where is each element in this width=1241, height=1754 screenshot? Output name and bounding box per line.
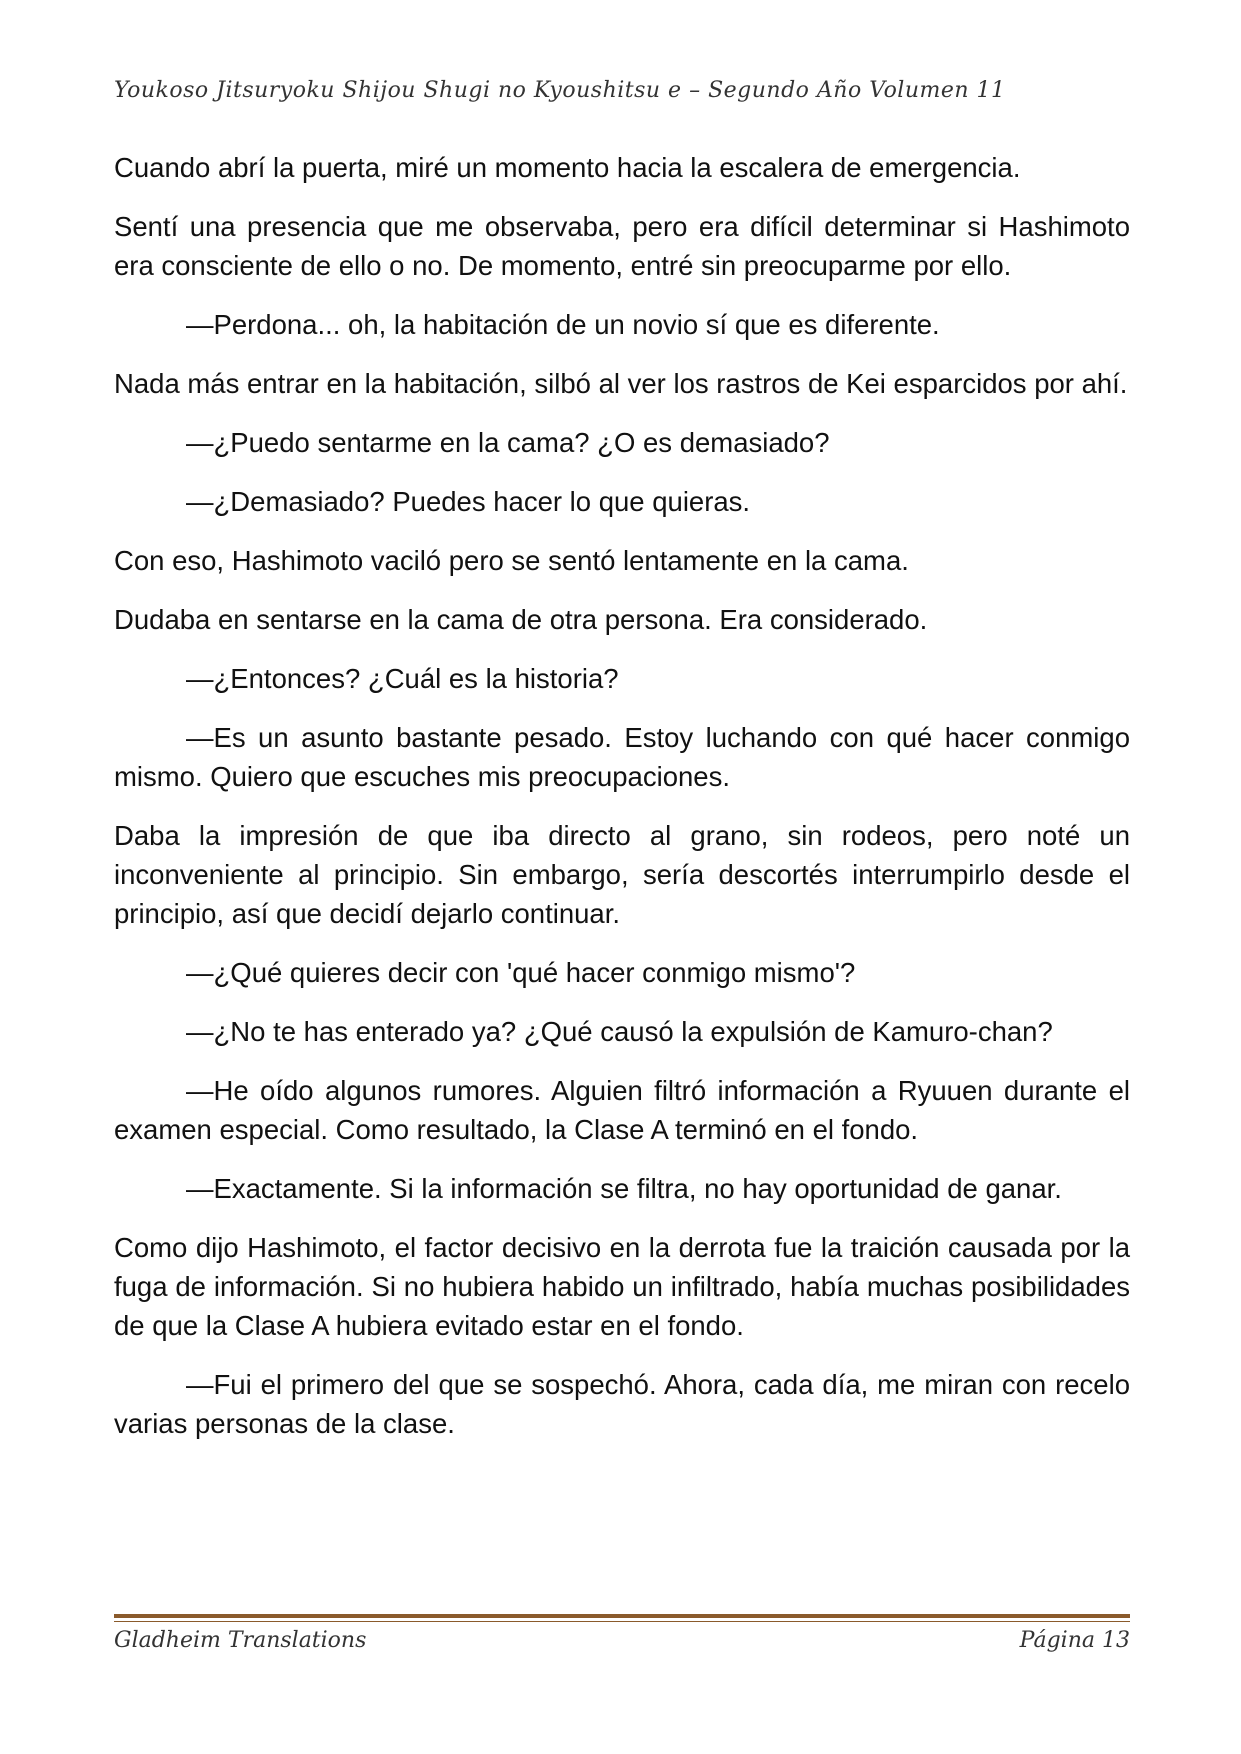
dialog-line-9: —Exactamente. Si la información se filtra, no hay oportunidad de ganar. xyxy=(186,1173,1062,1204)
paragraph-2: Sentí una presencia que me observaba, pero era difícil determinar si Hashimoto era consciente de ello o no. De momento, entré sin preocuparme por ello. xyxy=(114,211,1130,281)
page-number: Página 13 xyxy=(1019,1628,1130,1653)
dialog-line-2: —¿Puedo sentarme en la cama? ¿O es demasiado? xyxy=(186,427,830,458)
paragraph-6: Daba la impresión de que iba directo al grano, sin rodeos, pero noté un inconveniente al principio. Sin embargo, sería descortés interrumpirlo desde el principio, así que decidí dejarlo continuar. xyxy=(114,820,1130,929)
footer-credit: Gladheim Translations xyxy=(114,1628,367,1653)
paragraph-7: Como dijo Hashimoto, el factor decisivo en la derrota fue la traición causada por la fuga de información. Si no hubiera habido un infiltrado, había muchas posibilidades de que la Clase A hubiera evitado estar en el fondo. xyxy=(114,1232,1130,1341)
dialog-line-7: —¿No te has enterado ya? ¿Qué causó la expulsión de Kamuro-chan? xyxy=(186,1016,1053,1047)
dialog-line-1: —Perdona... oh, la habitación de un novio sí que es diferente. xyxy=(186,309,940,340)
dialog-line-5: —Es un asunto bastante pesado. Estoy luchando con qué hacer conmigo mismo. Quiero que escuches mis preocupaciones. xyxy=(114,722,1130,792)
page-body xyxy=(114,148,1130,1463)
dialog-line-3: —¿Demasiado? Puedes hacer lo que quieras. xyxy=(186,486,751,517)
footer-divider-thin xyxy=(114,1621,1130,1622)
paragraph-4: Con eso, Hashimoto vaciló pero se sentó lentamente en la cama. xyxy=(114,545,909,576)
dialog-line-6: —¿Qué quieres decir con 'qué hacer conmigo mismo'? xyxy=(186,957,856,988)
running-header: Youkoso Jitsuryoku Shijou Shugi no Kyoushitsu e – Segundo Año Volumen 11 xyxy=(114,78,1006,103)
paragraph-3: Nada más entrar en la habitación, silbó al ver los rastros de Kei esparcidos por ahí. xyxy=(114,368,1128,399)
footer-divider-thick xyxy=(114,1614,1130,1618)
paragraph-5: Dudaba en sentarse en la cama de otra persona. Era considerado. xyxy=(114,604,928,635)
dialog-line-10: —Fui el primero del que se sospechó. Ahora, cada día, me miran con recelo varias personas de la clase. xyxy=(114,1369,1130,1439)
dialog-line-8: —He oído algunos rumores. Alguien filtró información a Ryuuen durante el examen especial. Como resultado, la Clase A terminó en el fondo. xyxy=(114,1075,1130,1145)
dialog-line-4: —¿Entonces? ¿Cuál es la historia? xyxy=(186,663,619,694)
paragraph-1: Cuando abrí la puerta, miré un momento hacia la escalera de emergencia. xyxy=(114,152,1021,183)
